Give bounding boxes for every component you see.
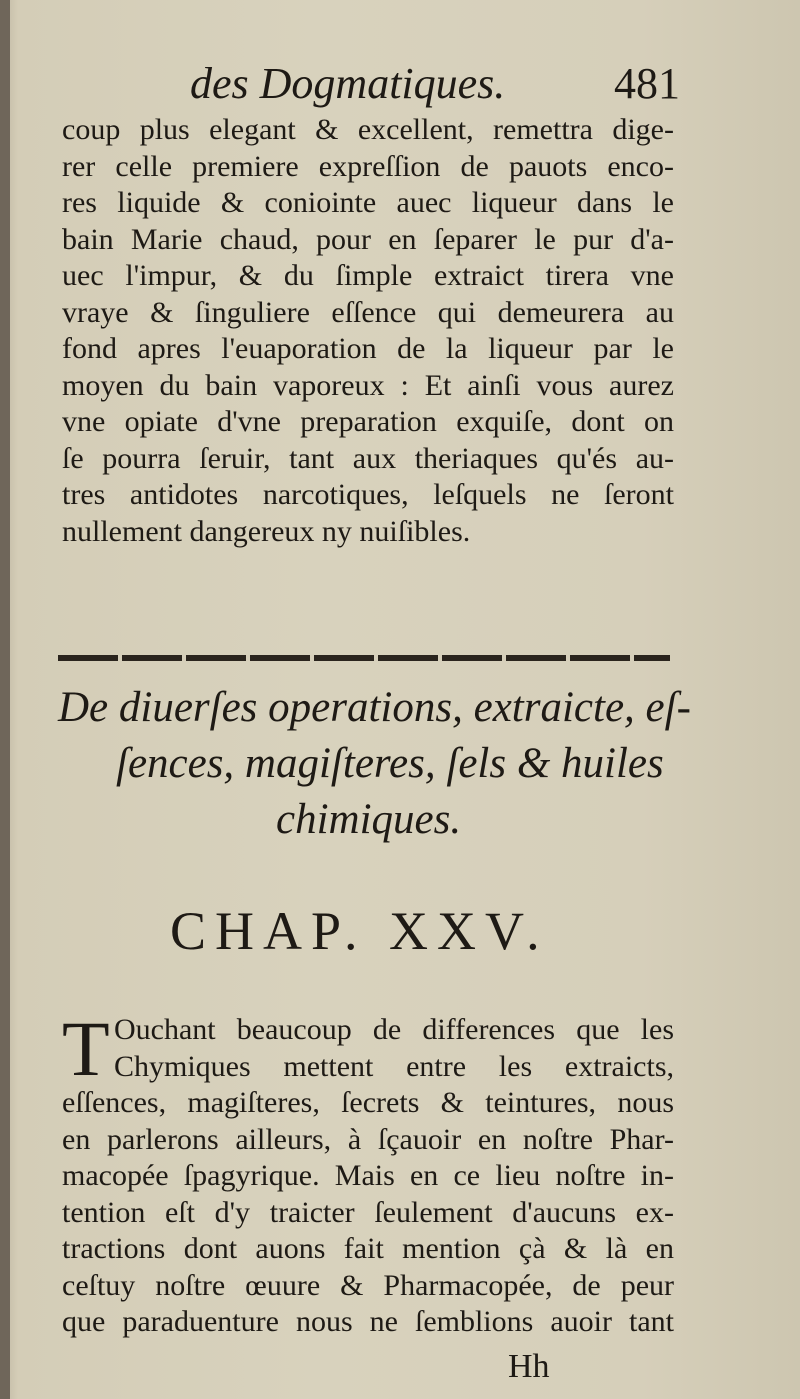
text-line: macopée ſpagyrique. Mais en ce lieu noſtre in- (62, 1159, 674, 1192)
text-line: nullement dangereux ny nuiſibles. (62, 514, 471, 548)
section-title (58, 680, 691, 848)
text-line: eſſences, magiſteres, ſecrets & teintures, nous (62, 1086, 674, 1119)
text-line: ſe pourra ſeruir, tant aux theriaques qu'és au- (62, 441, 674, 475)
chapter-paragraph (62, 1005, 674, 1341)
text-line: fond apres l'euaporation de la liqueur par le (62, 332, 674, 365)
text-line: tention eſt d'y traicter ſeulement d'aucuns ex- (62, 1195, 674, 1229)
text-line: rer celle premiere expreſſion de pauots enco- (62, 149, 674, 183)
text-line: ceſtuy noſtre œuure & Pharmacopée, de peur (62, 1268, 674, 1302)
paragraph-continued (62, 112, 674, 550)
section-title-line: De diuerſes operations, extraicte, eſ- (58, 684, 691, 731)
text-line: bain Marie chaud, pour en ſeparer le pur d'a- (62, 222, 674, 256)
running-head (190, 58, 680, 108)
signature-mark: Hh (508, 1348, 550, 1385)
text-line: coup plus elegant & excellent, remettra dige- (62, 113, 674, 146)
text-line: que paraduenture nous ne ſemblions auoir tant (62, 1305, 674, 1338)
text-line: res liquide & coniointe auec liqueur dans le (62, 186, 674, 219)
section-title-line: ſences, magiſteres, ſels & huiles (116, 740, 664, 787)
text-line: en parlerons ailleurs, à ſçauoir en noſtre Phar- (62, 1122, 674, 1156)
chapter-heading: CHAP. XXV. (170, 901, 549, 961)
ornamental-rule (58, 655, 670, 661)
binding-edge (0, 0, 10, 1399)
text-line: tres antidotes narcotiques, leſquels ne ſeront (62, 478, 674, 511)
page-number: 481 (614, 59, 680, 108)
text-line: vne opiate d'vne preparation exquiſe, dont on (62, 405, 674, 438)
text-line: moyen du bain vaporeux : Et ainſi vous aurez (62, 368, 674, 402)
text-line: Ouchant beaucoup de differences que les (114, 1013, 674, 1046)
running-title: des Dogmatiques. (190, 59, 506, 108)
text-line: Chymiques mettent entre les extraicts, (114, 1049, 674, 1083)
text-line: vraye & ſinguliere eſſence qui demeurera au (62, 295, 674, 329)
drop-cap: T (62, 1005, 110, 1092)
text-line: uec l'impur, & du ſimple extraict tirera vne (62, 259, 674, 292)
section-title-line: chimiques. (276, 796, 462, 843)
text-line: tractions dont auons fait mention çà & là en (62, 1232, 674, 1265)
